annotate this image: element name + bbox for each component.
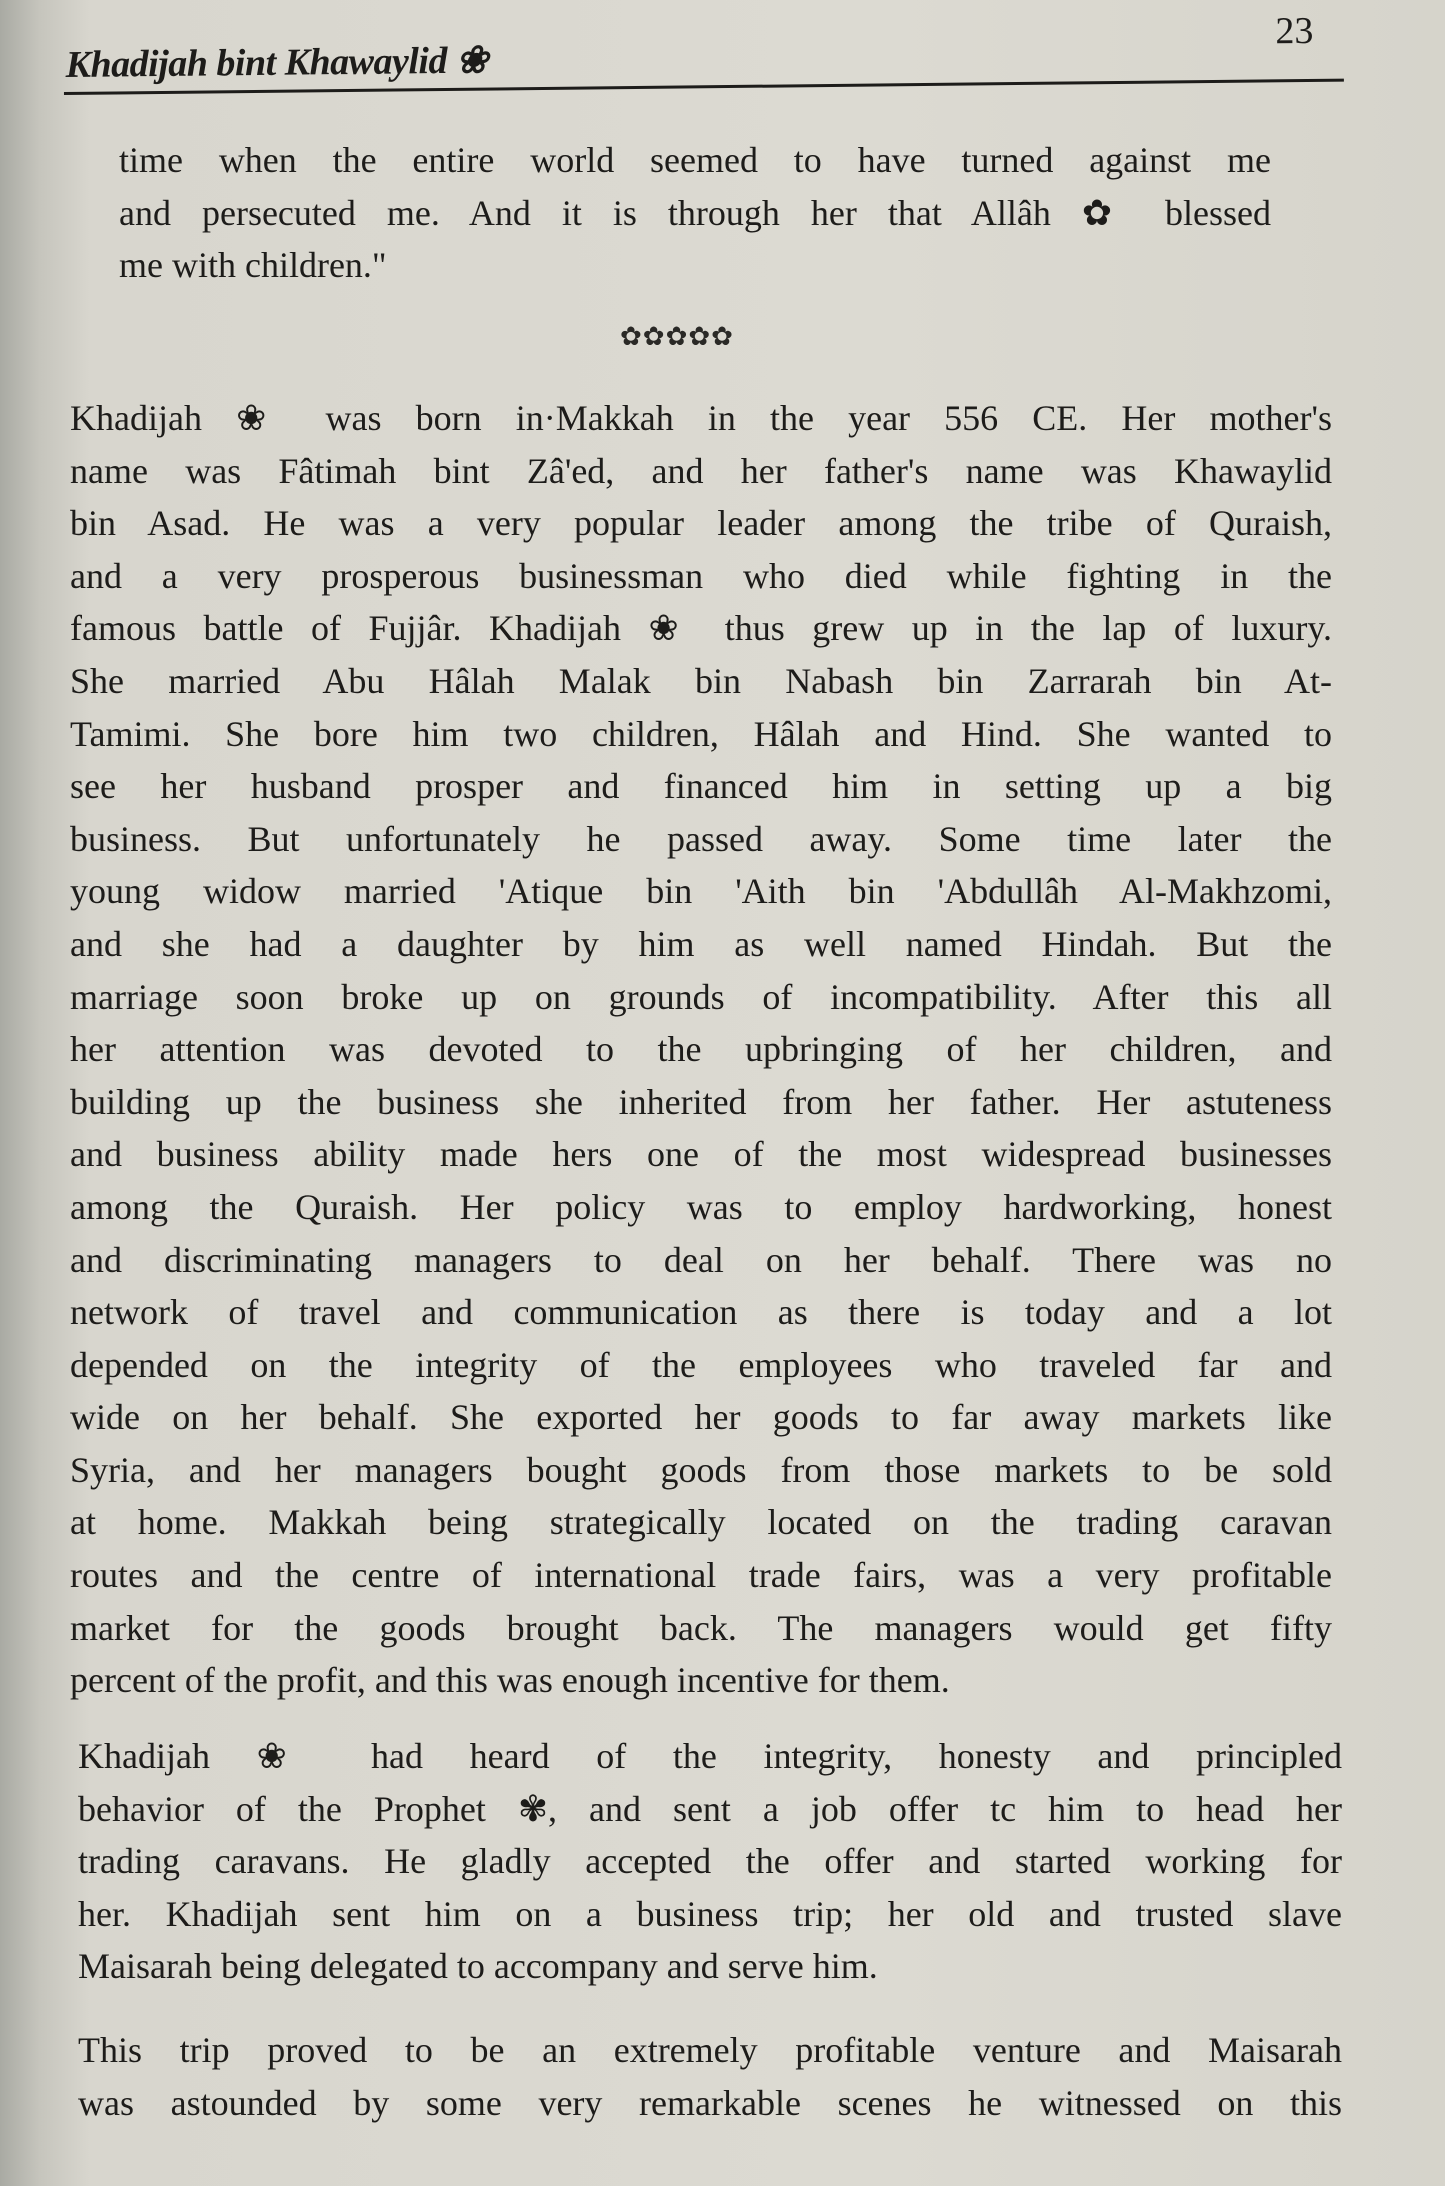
text-line: Syria, and her managers bought goods from those markets to be sold	[70, 1449, 1332, 1490]
paragraph-trip	[78, 2024, 1342, 2129]
text-line: Maisarah being delegated to accompany and serve him.	[78, 1946, 878, 1987]
text-line: among the Quraish. Her policy was to employ hardworking, honest	[70, 1186, 1332, 1227]
text-line: me with children."	[119, 245, 387, 286]
text-line: marriage soon broke up on grounds of incompatibility. After this all	[70, 976, 1332, 1017]
text-line: percent of the profit, and this was enough incentive for them.	[70, 1660, 950, 1701]
quote-continuation	[119, 134, 1271, 292]
running-title: Khadijah bint Khawaylid ❀	[65, 39, 488, 86]
paragraph-job-offer	[78, 1730, 1342, 1993]
text-line: and persecuted me. And it is through her that Allâh ✿ blessed	[119, 192, 1271, 233]
text-line: market for the goods brought back. The managers would get fifty	[70, 1607, 1332, 1648]
text-line: business. But unfortunately he passed away. Some time later the	[70, 818, 1332, 859]
text-line: She married Abu Hâlah Malak bin Nabash bin Zarrarah bin At-	[70, 660, 1332, 701]
text-line: see her husband prosper and financed him in setting up a big	[70, 766, 1332, 807]
text-line: Khadijah ❀ had heard of the integrity, honesty and principled	[78, 1736, 1342, 1776]
text-line: Khadijah ❀ was born in·Makkah in the year 556 CE. Her mother's	[70, 398, 1332, 438]
text-line: network of travel and communication as there is today and a lot	[70, 1292, 1332, 1333]
text-line: was astounded by some very remarkable scenes he witnessed on this	[78, 2082, 1342, 2123]
page-number: 23	[1275, 9, 1314, 53]
text-line: at home. Makkah being strategically located on the trading caravan	[70, 1502, 1332, 1543]
text-line: This trip proved to be an extremely profitable venture and Maisarah	[78, 2030, 1342, 2070]
text-line: Tamimi. She bore him two children, Hâlah and Hind. She wanted to	[70, 713, 1332, 754]
text-line: and discriminating managers to deal on her behalf. There was no	[70, 1239, 1332, 1280]
text-line: name was Fâtimah bint Zâ'ed, and her father's name was Khawaylid	[70, 450, 1332, 491]
text-line: building up the business she inherited from her father. Her astuteness	[70, 1081, 1332, 1122]
text-line: time when the entire world seemed to have turned against me	[119, 140, 1271, 180]
text-line: and a very prosperous businessman who died while fighting in the	[70, 555, 1332, 596]
text-line: her attention was devoted to the upbringing of her children, and	[70, 1029, 1332, 1070]
paragraph-birth-and-business	[70, 392, 1332, 1707]
text-line: bin Asad. He was a very popular leader among the tribe of Quraish,	[70, 503, 1332, 544]
text-line: routes and the centre of international trade fairs, was a very profitable	[70, 1555, 1332, 1596]
text-line: and she had a daughter by him as well named Hindah. But the	[70, 923, 1332, 964]
text-line: famous battle of Fujjâr. Khadijah ❀ thus grew up in the lap of luxury.	[70, 608, 1332, 649]
text-line: wide on her behalf. She exported her goods to far away markets like	[70, 1397, 1332, 1438]
text-line: young widow married 'Atique bin 'Aith bin 'Abdullâh Al-Makhzomi,	[70, 871, 1332, 912]
text-line: and business ability made hers one of the most widespread businesses	[70, 1134, 1332, 1175]
text-line: trading caravans. He gladly accepted the offer and started working for	[78, 1841, 1342, 1882]
page-header	[63, 9, 1344, 96]
text-line: depended on the integrity of the employees who traveled far and	[70, 1344, 1332, 1385]
text-line: behavior of the Prophet ✾, and sent a job offer tc him to head her	[78, 1788, 1342, 1829]
section-ornament: ✿✿✿✿✿	[620, 322, 734, 351]
text-line: her. Khadijah sent him on a business trip; her old and trusted slave	[78, 1893, 1342, 1934]
